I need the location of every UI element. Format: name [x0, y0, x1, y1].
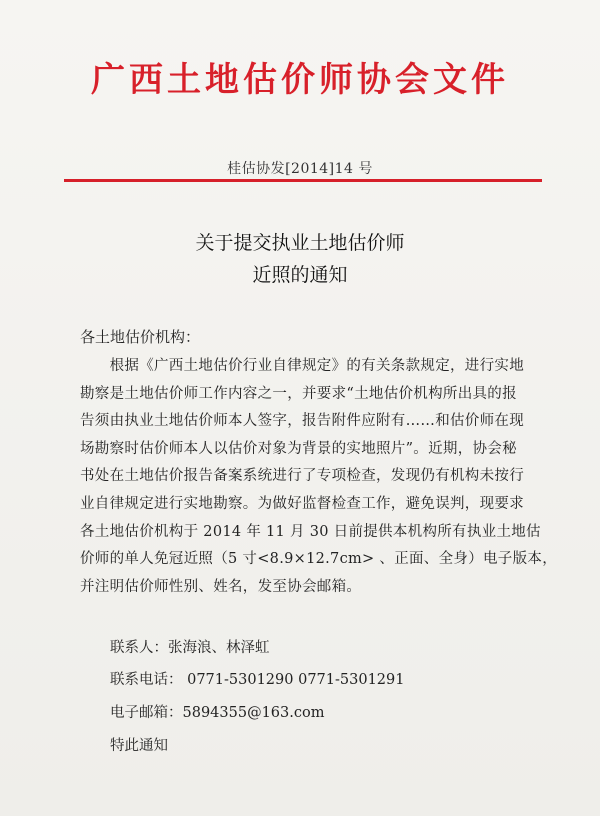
body-line: 各土地估价机构于 2014 年 11 月 30 日前提供本机构所有执业土地估 [80, 523, 541, 540]
body-line: 价师的单人免冠近照（5 寸<8.9×12.7cm> 、正面、全身）电子版本， [80, 551, 558, 568]
body-line: 勘察是土地估价师工作内容之一，并要求“土地估价机构所出具的报 [80, 385, 517, 402]
notice-title [0, 227, 600, 291]
notice-title-line-2: 近照的通知 [252, 264, 348, 286]
closing-text: 特此通知 [110, 738, 168, 754]
body-line: 根据《广西土地估价行业自律规定》的有关条款规定，进行实地 [80, 358, 524, 374]
document-header-title: 广西土地估价师协会文件 [91, 60, 509, 100]
notice-body [80, 353, 558, 601]
contact-person: 联系人：张海浪、林泽虹 [110, 640, 270, 656]
body-line: 并注明估价师性别、姓名，发至协会邮箱。 [80, 578, 362, 595]
body-line: 场勘察时估价师本人以估价对象为背景的实地照片”。近期，协会秘 [80, 440, 517, 457]
notice-title-line-1: 关于提交执业土地估价师 [195, 232, 405, 254]
body-line: 告须由执业土地估价师本人签字，报告附件应附有……和估价师在现 [80, 413, 524, 430]
body-line: 业自律规定进行实地勘察。为做好监督检查工作，避免误判，现要求 [80, 495, 524, 512]
body-line: 书处在土地估价报告备案系统进行了专项检查，发现仍有机构未按行 [80, 468, 524, 485]
document-number: 桂估协发[2014]14 号 [227, 161, 373, 177]
contact-phone: 联系电话： 0771-5301290 0771-5301291 [110, 672, 405, 688]
header-divider [64, 179, 542, 182]
salutation: 各土地估价机构： [80, 328, 201, 346]
contact-email: 电子邮箱：5894355@163.com [110, 705, 325, 721]
